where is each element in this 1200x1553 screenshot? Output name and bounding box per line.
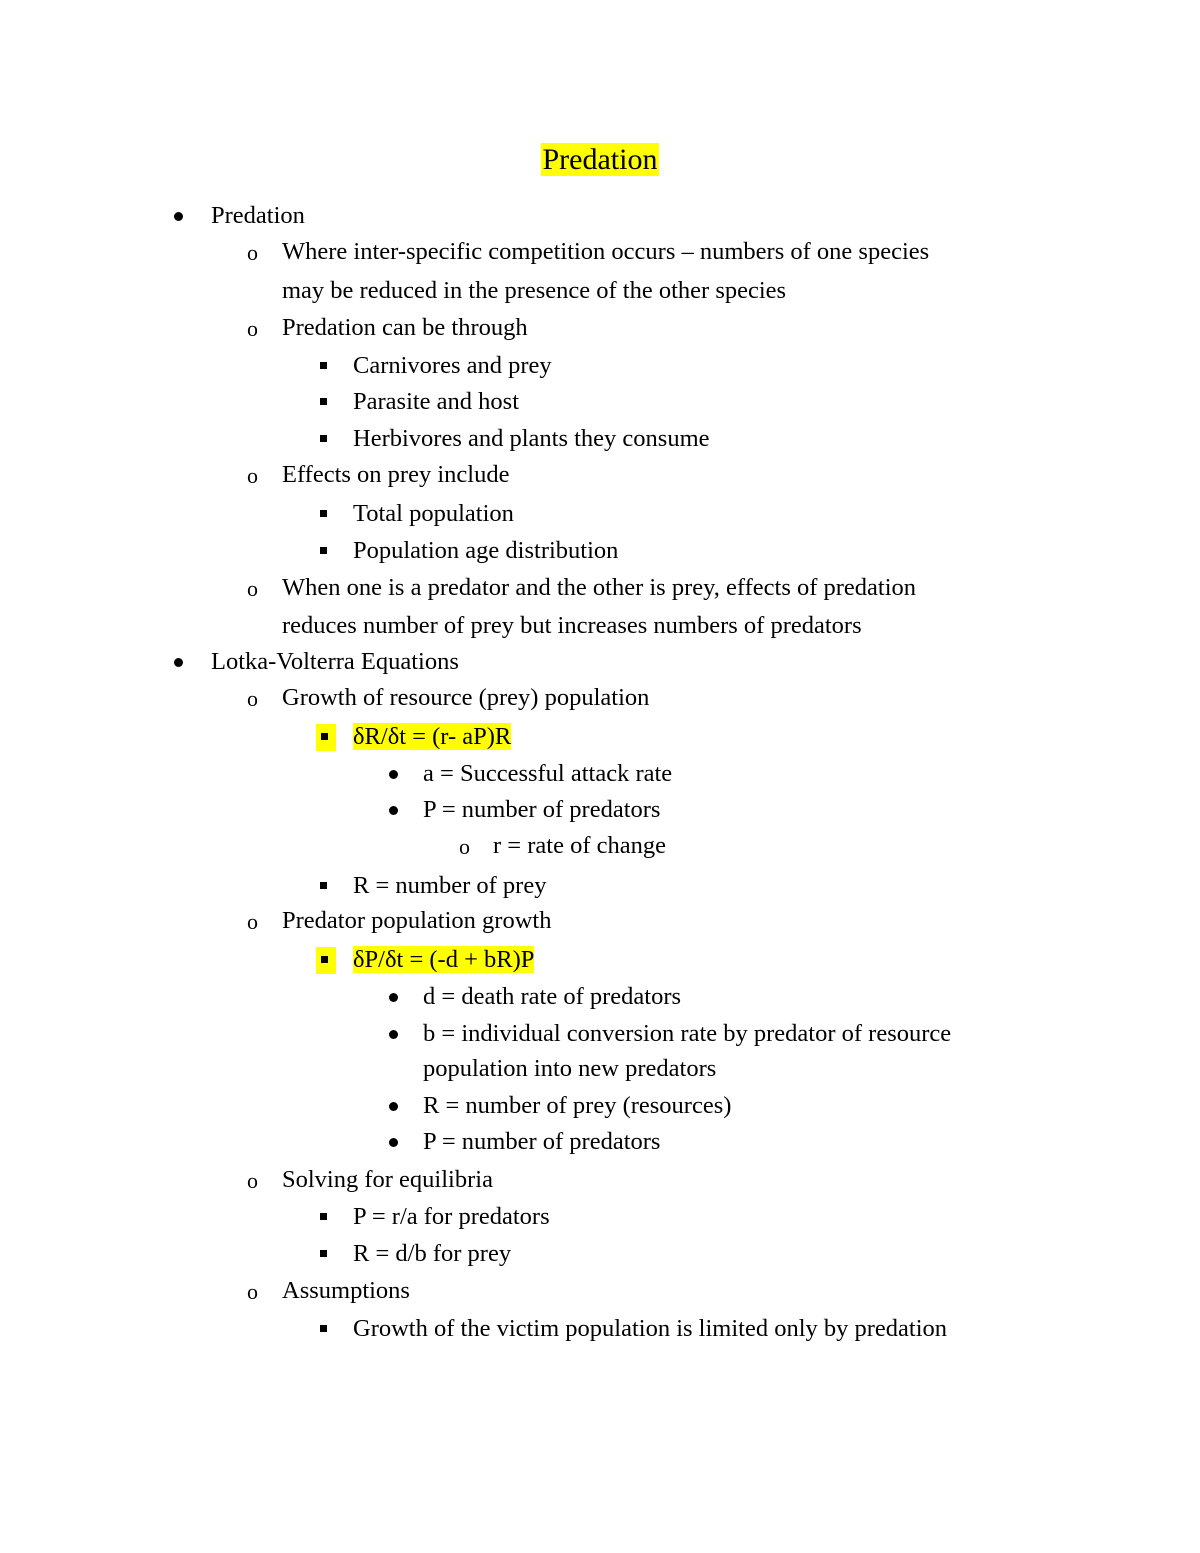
list-item-l4 (389, 982, 681, 1012)
square-bullet-icon (320, 398, 327, 405)
list-item-label: P = number of predators (423, 796, 661, 823)
list-item-label: population into new predators (423, 1055, 717, 1082)
list-item-l4 (389, 759, 672, 789)
bullet-dot-icon (174, 212, 183, 221)
list-item-label: Population age distribution (353, 537, 619, 564)
list-item-label: Growth of resource (prey) population (282, 684, 650, 711)
list-item-label: b = individual conversion rate by predator of resource (423, 1020, 952, 1047)
list-item-l2 (247, 1165, 493, 1195)
bullet-dot-icon (389, 1030, 398, 1039)
hollow-circle-icon: o (247, 1168, 258, 1193)
list-item-l2 (247, 1276, 410, 1306)
list-item-l4 (389, 1019, 951, 1049)
list-item-label: R = d/b for prey (353, 1240, 512, 1267)
equation-prey-growth: δR/δt = (r- aP)R (353, 723, 512, 750)
list-item-label: Predation can be through (282, 314, 528, 341)
list-item-l4 (389, 1091, 731, 1121)
list-item-l3 (320, 871, 546, 901)
list-item-l5 (459, 831, 666, 861)
list-item-label: P = r/a for predators (353, 1203, 550, 1230)
list-item-l2 (247, 313, 528, 343)
list-item-label: Growth of the victim population is limited only by predation (353, 1315, 948, 1342)
list-item-l3 (320, 351, 552, 381)
list-item-l3 (320, 424, 710, 454)
square-bullet-icon (320, 547, 327, 554)
list-item-continuation (282, 276, 786, 306)
list-item-label: Herbivores and plants they consume (353, 425, 710, 452)
list-item-l1 (174, 647, 459, 677)
hollow-circle-icon: o (247, 1279, 258, 1304)
list-item-label: reduces number of prey but increases numbers of predators (282, 612, 862, 639)
hollow-circle-icon: o (247, 576, 258, 601)
square-bullet-icon (320, 1213, 327, 1220)
list-item-l2 (247, 237, 929, 267)
list-item-l3 (320, 1239, 511, 1269)
list-item-label: Lotka-Volterra Equations (211, 648, 459, 675)
list-item-l2 (247, 573, 916, 603)
list-item-label: When one is a predator and the other is prey, effects of predation (282, 574, 917, 601)
bullet-dot-icon (389, 806, 398, 815)
list-item-label: Assumptions (282, 1277, 410, 1304)
list-item-continuation (423, 1054, 716, 1084)
square-bullet-icon (321, 956, 328, 963)
page-title (0, 141, 1200, 179)
hollow-circle-icon: o (247, 240, 258, 265)
list-item-label: Predator population growth (282, 907, 552, 934)
hollow-circle-icon: o (247, 316, 258, 341)
list-item-l3 (320, 387, 519, 417)
bullet-dot-icon (389, 1138, 398, 1147)
list-item-l3 (320, 1314, 947, 1344)
hollow-circle-icon: o (247, 463, 258, 488)
list-item-continuation (282, 611, 862, 641)
square-bullet-icon (320, 362, 327, 369)
list-item-label: Effects on prey include (282, 461, 510, 488)
hollow-circle-icon: o (247, 909, 258, 934)
title-highlight: Predation (542, 143, 658, 176)
bullet-dot-icon (174, 658, 183, 667)
list-item-label: r = rate of change (493, 832, 666, 859)
list-item-label: Carnivores and prey (353, 352, 552, 379)
square-bullet-icon (320, 1250, 327, 1257)
list-item-label: a = Successful attack rate (423, 760, 673, 787)
list-item-label: Solving for equilibria (282, 1166, 493, 1193)
list-item-l4 (389, 1127, 660, 1157)
list-item-l2 (247, 906, 551, 936)
bullet-dot-icon (389, 993, 398, 1002)
list-item-label: Parasite and host (353, 388, 520, 415)
list-item-l3 (320, 1202, 550, 1232)
bullet-dot-icon (389, 770, 398, 779)
list-item-l2 (247, 460, 509, 490)
hollow-circle-icon: o (459, 834, 470, 859)
square-bullet-icon (320, 435, 327, 442)
hollow-circle-icon: o (247, 686, 258, 711)
list-item-l3-equation (316, 722, 511, 752)
list-item-label: d = death rate of predators (423, 983, 682, 1010)
bullet-dot-icon (389, 1102, 398, 1111)
list-item-label: Predation (211, 202, 305, 229)
equation-predator-growth: δP/δt = (-d + bR)P (353, 946, 535, 973)
list-item-l2 (247, 683, 649, 713)
list-item-label: may be reduced in the presence of the other species (282, 277, 787, 304)
list-item-l3-equation (316, 945, 534, 975)
square-bullet-icon (320, 510, 327, 517)
list-item-label: R = number of prey (resources) (423, 1092, 732, 1119)
list-item-l3 (320, 499, 514, 529)
square-bullet-icon (320, 882, 327, 889)
list-item-label: R = number of prey (353, 872, 547, 899)
square-bullet-icon (320, 1325, 327, 1332)
list-item-label: Total population (353, 500, 514, 527)
list-item-l3 (320, 536, 618, 566)
list-item-l4 (389, 795, 660, 825)
list-item-l1 (174, 201, 305, 231)
square-bullet-icon (321, 733, 328, 740)
list-item-label: Where inter-specific competition occurs – numbers of one species (282, 238, 930, 265)
list-item-label: P = number of predators (423, 1128, 661, 1155)
